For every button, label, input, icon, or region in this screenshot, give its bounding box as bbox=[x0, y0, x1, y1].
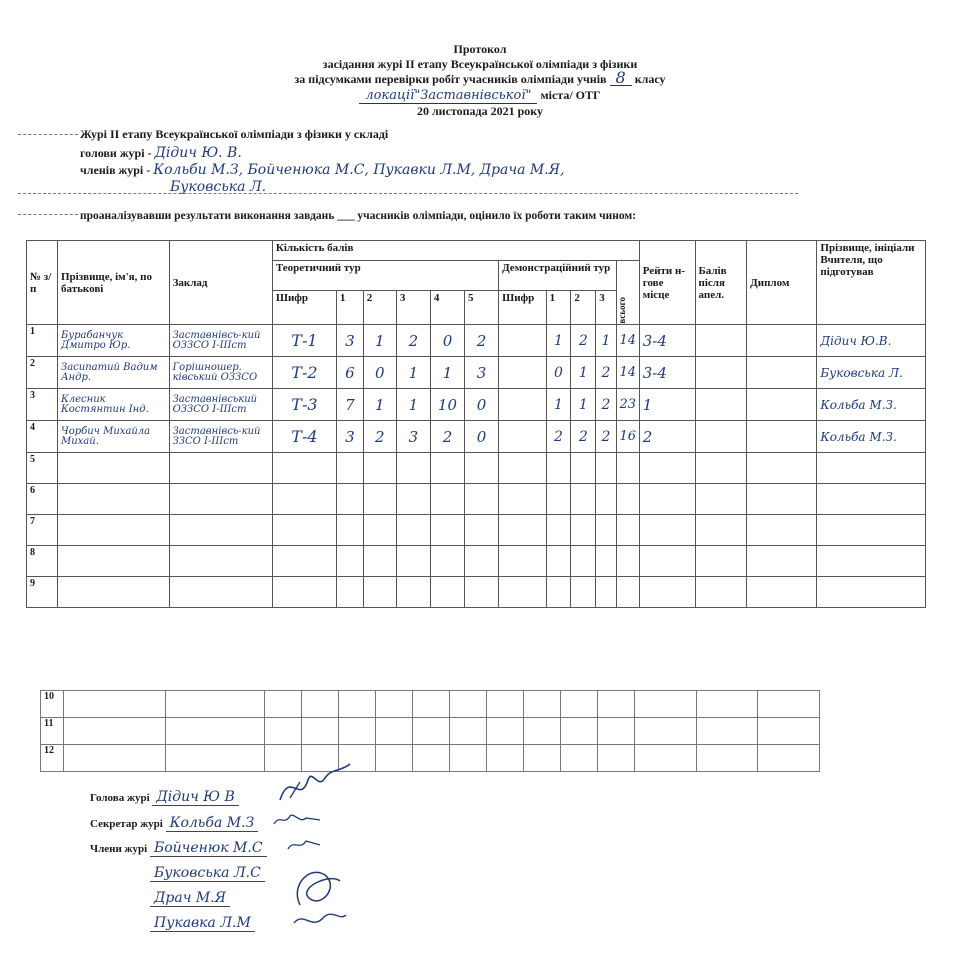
row-number: 8 bbox=[27, 546, 58, 577]
theory-score: 10 bbox=[430, 389, 464, 421]
demo-score: 1 bbox=[546, 389, 571, 421]
empty-cell bbox=[523, 745, 560, 772]
empty-cell bbox=[449, 718, 486, 745]
theory-score: 0 bbox=[465, 421, 499, 453]
signature-scribble-chair bbox=[270, 760, 360, 810]
theory-score: 6 bbox=[336, 357, 363, 389]
school-name bbox=[169, 484, 272, 515]
empty-cell bbox=[166, 691, 265, 718]
sig-secretary bbox=[90, 815, 258, 831]
empty-cell bbox=[272, 577, 336, 608]
empty-cell bbox=[363, 515, 396, 546]
school-name bbox=[169, 515, 272, 546]
empty-cell bbox=[430, 453, 464, 484]
empty-cell bbox=[336, 546, 363, 577]
empty-cell bbox=[616, 515, 639, 546]
empty-cell bbox=[63, 718, 166, 745]
cipher-cell: Т-2 bbox=[272, 357, 336, 389]
row-number: 1 bbox=[27, 325, 58, 357]
empty-cell bbox=[639, 546, 695, 577]
sig-member-3: Драч М.Я bbox=[150, 890, 230, 907]
empty-cell bbox=[639, 577, 695, 608]
theory-score: 3 bbox=[336, 421, 363, 453]
empty-cell bbox=[596, 577, 617, 608]
table-row bbox=[41, 718, 820, 745]
empty-cell bbox=[696, 718, 758, 745]
sig-members bbox=[90, 840, 267, 856]
header-name: Прізвище, ім'я, по батькові bbox=[57, 241, 169, 325]
sig-secretary-label: Секретар журі bbox=[90, 818, 163, 830]
row-number: 3 bbox=[27, 389, 58, 421]
header-scores: Кількість балів bbox=[272, 241, 639, 261]
theory-score: 1 bbox=[363, 389, 396, 421]
empty-cell bbox=[817, 515, 926, 546]
rank-cell: 1 bbox=[639, 389, 695, 421]
total-score: 23 bbox=[616, 389, 639, 421]
table-row bbox=[27, 546, 926, 577]
table-row bbox=[27, 357, 926, 389]
header-theory-1: 1 bbox=[336, 291, 363, 325]
empty-cell bbox=[272, 453, 336, 484]
empty-cell bbox=[597, 718, 634, 745]
sig-secretary-value: Кольба М.З bbox=[166, 815, 259, 832]
empty-cell bbox=[63, 745, 166, 772]
school-name: Горішнoшер. ківський ОЗЗСО bbox=[169, 357, 272, 389]
total-score: 14 bbox=[616, 357, 639, 389]
header-cipher: Шифр bbox=[272, 291, 336, 325]
demo-score: 1 bbox=[571, 389, 596, 421]
jury-members-value-2: Буковська Л. bbox=[170, 179, 267, 195]
empty-cell bbox=[412, 691, 449, 718]
empty-cell bbox=[339, 691, 376, 718]
school-name bbox=[169, 577, 272, 608]
total-score: 16 bbox=[616, 421, 639, 453]
sig-chair bbox=[90, 789, 239, 805]
empty-cell bbox=[272, 546, 336, 577]
participant-name bbox=[57, 453, 169, 484]
empty-cell bbox=[465, 515, 499, 546]
empty-cell bbox=[560, 691, 597, 718]
empty-cell bbox=[758, 745, 820, 772]
empty-cell bbox=[499, 515, 547, 546]
row-number: 7 bbox=[27, 515, 58, 546]
header-theory: Теоретичний тур bbox=[272, 261, 498, 291]
row-number: 4 bbox=[27, 421, 58, 453]
empty-cell bbox=[449, 691, 486, 718]
empty-cell bbox=[546, 546, 571, 577]
cipher-cell: Т-3 bbox=[272, 389, 336, 421]
theory-score: 1 bbox=[396, 389, 430, 421]
location-suffix: міста/ ОТГ bbox=[540, 88, 601, 102]
teacher-name: Дідич Ю.В. bbox=[817, 325, 926, 357]
empty-cell bbox=[336, 453, 363, 484]
sig-member-1: Бойченюк М.С bbox=[150, 840, 267, 857]
appeal-cell bbox=[695, 325, 747, 357]
theory-score: 3 bbox=[465, 357, 499, 389]
theory-score: 0 bbox=[465, 389, 499, 421]
header-line-2-prefix: за підсумками перевірки робіт учасників олімпіади учнів bbox=[294, 72, 607, 86]
demo-score: 1 bbox=[546, 325, 571, 357]
demo-score: 0 bbox=[546, 357, 571, 389]
row-number: 5 bbox=[27, 453, 58, 484]
teacher-name: Кольба М.З. bbox=[817, 389, 926, 421]
empty-cell bbox=[375, 718, 412, 745]
header-rank: Рейти н-гове місце bbox=[639, 241, 695, 325]
empty-cell bbox=[571, 453, 596, 484]
demo-score: 2 bbox=[571, 325, 596, 357]
jury-analysis: проаналізувавши результати виконання завдань ___ учасників олімпіади, оцінило їх роботи таким чином: bbox=[80, 210, 637, 222]
jury-members-label: членів журі - bbox=[80, 163, 151, 177]
table-row bbox=[27, 484, 926, 515]
empty-cell bbox=[639, 453, 695, 484]
jury-intro: Журі ІІ етапу Всеукраїнської олімпіади з фізики у складі bbox=[80, 127, 389, 141]
demo-cipher-cell bbox=[499, 357, 547, 389]
demo-cipher-cell bbox=[499, 325, 547, 357]
school-name: Заставнівсь-кий ОЗЗСО І-ІІІст bbox=[169, 325, 272, 357]
empty-cell bbox=[817, 453, 926, 484]
theory-score: 0 bbox=[430, 325, 464, 357]
theory-score: 3 bbox=[336, 325, 363, 357]
theory-score: 3 bbox=[396, 421, 430, 453]
header-diploma: Диплом bbox=[747, 241, 817, 325]
empty-cell bbox=[616, 484, 639, 515]
teacher-name: Буковська Л. bbox=[817, 357, 926, 389]
participant-name bbox=[57, 515, 169, 546]
table-row bbox=[27, 515, 926, 546]
school-name bbox=[169, 546, 272, 577]
empty-cell bbox=[363, 577, 396, 608]
empty-cell bbox=[758, 691, 820, 718]
empty-cell bbox=[430, 515, 464, 546]
header-theory-4: 4 bbox=[430, 291, 464, 325]
diploma-cell bbox=[747, 389, 817, 421]
empty-cell bbox=[695, 546, 747, 577]
empty-cell bbox=[499, 484, 547, 515]
theory-score: 1 bbox=[363, 325, 396, 357]
divider bbox=[18, 193, 798, 194]
empty-cell bbox=[639, 515, 695, 546]
divider bbox=[18, 214, 78, 215]
sig-member-4: Пукавка Л.М bbox=[150, 915, 255, 932]
empty-cell bbox=[499, 577, 547, 608]
protocol-title: Протокол bbox=[453, 42, 507, 56]
participant-name bbox=[57, 484, 169, 515]
empty-cell bbox=[695, 453, 747, 484]
theory-score: 2 bbox=[430, 421, 464, 453]
theory-score: 0 bbox=[363, 357, 396, 389]
demo-score: 1 bbox=[571, 357, 596, 389]
header-theory-3: 3 bbox=[396, 291, 430, 325]
empty-cell bbox=[696, 691, 758, 718]
empty-cell bbox=[302, 691, 339, 718]
empty-cell bbox=[817, 546, 926, 577]
participant-name: Бурабанчук Дмитро Юр. bbox=[57, 325, 169, 357]
empty-cell bbox=[616, 577, 639, 608]
empty-cell bbox=[430, 577, 464, 608]
empty-cell bbox=[412, 745, 449, 772]
row-number: 11 bbox=[41, 718, 64, 745]
empty-cell bbox=[272, 515, 336, 546]
sig-members-label: Члени журі bbox=[90, 843, 148, 855]
theory-score: 1 bbox=[430, 357, 464, 389]
header-school: Заклад bbox=[169, 241, 272, 325]
empty-cell bbox=[634, 718, 696, 745]
empty-cell bbox=[465, 484, 499, 515]
theory-score: 7 bbox=[336, 389, 363, 421]
school-name bbox=[169, 453, 272, 484]
header-line-1: засідання журі ІІ етапу Всеукраїнської олімпіади з фізики bbox=[322, 57, 638, 71]
header-num: № з/п bbox=[27, 241, 58, 325]
empty-cell bbox=[695, 484, 747, 515]
header-line-3 bbox=[0, 88, 960, 104]
appeal-cell bbox=[695, 421, 747, 453]
divider bbox=[18, 134, 78, 135]
empty-cell bbox=[339, 718, 376, 745]
theory-score: 2 bbox=[363, 421, 396, 453]
school-name: Заставнівський ОЗЗСО І-ІІІст bbox=[169, 389, 272, 421]
empty-cell bbox=[396, 515, 430, 546]
empty-cell bbox=[396, 577, 430, 608]
empty-cell bbox=[817, 484, 926, 515]
empty-cell bbox=[465, 546, 499, 577]
empty-cell bbox=[546, 453, 571, 484]
jury-members bbox=[80, 163, 564, 177]
diploma-cell bbox=[747, 325, 817, 357]
table-row bbox=[27, 389, 926, 421]
empty-cell bbox=[363, 546, 396, 577]
empty-cell bbox=[571, 546, 596, 577]
header-demo-1: 1 bbox=[546, 291, 571, 325]
header-theory-2: 2 bbox=[363, 291, 396, 325]
empty-cell bbox=[499, 453, 547, 484]
jury-members-value: Кольби М.З, Бойченюка М.С, Пукавки Л.М, Драча М.Я, bbox=[153, 162, 565, 178]
school-name: Заставнівсь-кий ЗЗСО І-ІІІст bbox=[169, 421, 272, 453]
empty-cell bbox=[430, 546, 464, 577]
row-number: 12 bbox=[41, 745, 64, 772]
theory-score: 1 bbox=[396, 357, 430, 389]
row-number: 6 bbox=[27, 484, 58, 515]
empty-cell bbox=[747, 515, 817, 546]
header-line-2-suffix: класу bbox=[634, 72, 666, 86]
empty-cell bbox=[634, 745, 696, 772]
empty-cell bbox=[396, 453, 430, 484]
appeal-cell bbox=[695, 357, 747, 389]
empty-cell bbox=[375, 745, 412, 772]
cipher-cell: Т-1 bbox=[272, 325, 336, 357]
demo-score: 2 bbox=[546, 421, 571, 453]
empty-cell bbox=[571, 484, 596, 515]
empty-cell bbox=[634, 691, 696, 718]
participant-name bbox=[57, 546, 169, 577]
empty-cell bbox=[363, 484, 396, 515]
empty-cell bbox=[597, 691, 634, 718]
empty-cell bbox=[695, 515, 747, 546]
header-date: 20 листопада 2021 року bbox=[416, 104, 544, 118]
empty-cell bbox=[336, 577, 363, 608]
jury-chair-value: Дідич Ю. В. bbox=[154, 145, 242, 161]
header-appeal: Балів після апел. bbox=[695, 241, 747, 325]
jury-members-cont bbox=[170, 180, 266, 194]
header-total-label: всього bbox=[616, 297, 627, 324]
empty-cell bbox=[639, 484, 695, 515]
empty-cell bbox=[596, 546, 617, 577]
diploma-cell bbox=[747, 421, 817, 453]
rank-cell: 3-4 bbox=[639, 357, 695, 389]
empty-cell bbox=[758, 718, 820, 745]
empty-cell bbox=[396, 546, 430, 577]
empty-cell bbox=[571, 515, 596, 546]
empty-cell bbox=[597, 745, 634, 772]
empty-cell bbox=[336, 515, 363, 546]
results-table bbox=[26, 240, 926, 608]
empty-cell bbox=[63, 691, 166, 718]
theory-score: 2 bbox=[465, 325, 499, 357]
table-row bbox=[27, 577, 926, 608]
empty-cell bbox=[336, 484, 363, 515]
empty-cell bbox=[499, 546, 547, 577]
empty-cell bbox=[546, 515, 571, 546]
row-number: 9 bbox=[27, 577, 58, 608]
empty-cell bbox=[747, 546, 817, 577]
empty-cell bbox=[560, 745, 597, 772]
participant-name: Клесник Костянтин Інд. bbox=[57, 389, 169, 421]
empty-cell bbox=[166, 718, 265, 745]
demo-score: 2 bbox=[596, 357, 617, 389]
empty-cell bbox=[596, 484, 617, 515]
grade-value: 8 bbox=[610, 71, 632, 86]
empty-cell bbox=[166, 745, 265, 772]
sig-member-2: Буковська Л.С bbox=[150, 865, 265, 882]
empty-cell bbox=[396, 484, 430, 515]
demo-score: 2 bbox=[571, 421, 596, 453]
header-teacher: Прізвище, ініціали Вчителя, що підготував bbox=[817, 241, 926, 325]
empty-cell bbox=[560, 718, 597, 745]
lower-table bbox=[40, 690, 820, 772]
theory-score: 2 bbox=[396, 325, 430, 357]
empty-cell bbox=[596, 515, 617, 546]
empty-cell bbox=[596, 453, 617, 484]
row-number: 10 bbox=[41, 691, 64, 718]
empty-cell bbox=[486, 718, 523, 745]
demo-cipher-cell bbox=[499, 421, 547, 453]
participant-name bbox=[57, 577, 169, 608]
empty-cell bbox=[616, 546, 639, 577]
empty-cell bbox=[817, 577, 926, 608]
teacher-name: Кольба М.З. bbox=[817, 421, 926, 453]
row-number: 2 bbox=[27, 357, 58, 389]
participant-name: Чорбич Михайла Михай. bbox=[57, 421, 169, 453]
header-demo: Демонстраційний тур bbox=[499, 261, 617, 291]
empty-cell bbox=[695, 577, 747, 608]
table-row bbox=[27, 325, 926, 357]
empty-cell bbox=[465, 577, 499, 608]
table-row bbox=[27, 453, 926, 484]
sig-chair-label: Голова журі bbox=[90, 792, 150, 804]
signature-scribble-secretary bbox=[270, 810, 330, 830]
empty-cell bbox=[449, 745, 486, 772]
table-row bbox=[27, 421, 926, 453]
empty-cell bbox=[272, 484, 336, 515]
header-demo-3: 3 bbox=[596, 291, 617, 325]
empty-cell bbox=[465, 453, 499, 484]
header-theory-5: 5 bbox=[465, 291, 499, 325]
header-cipher-2: Шифр bbox=[499, 291, 547, 325]
empty-cell bbox=[363, 453, 396, 484]
header-total bbox=[616, 261, 639, 325]
rank-cell: 3-4 bbox=[639, 325, 695, 357]
rank-cell: 2 bbox=[639, 421, 695, 453]
empty-cell bbox=[375, 691, 412, 718]
diploma-cell bbox=[747, 357, 817, 389]
header-demo-2: 2 bbox=[571, 291, 596, 325]
appeal-cell bbox=[695, 389, 747, 421]
total-score: 14 bbox=[616, 325, 639, 357]
location-value: локації"Заставнівської" bbox=[359, 89, 537, 104]
cipher-cell: Т-4 bbox=[272, 421, 336, 453]
participant-name: Засипатий Вадим Андр. bbox=[57, 357, 169, 389]
empty-cell bbox=[265, 718, 302, 745]
empty-cell bbox=[747, 453, 817, 484]
empty-cell bbox=[696, 745, 758, 772]
empty-cell bbox=[412, 718, 449, 745]
header-line-2 bbox=[0, 68, 960, 87]
demo-score: 2 bbox=[596, 389, 617, 421]
jury-chair bbox=[80, 146, 242, 160]
empty-cell bbox=[747, 577, 817, 608]
empty-cell bbox=[302, 718, 339, 745]
table-row bbox=[41, 745, 820, 772]
empty-cell bbox=[430, 484, 464, 515]
table-row bbox=[41, 691, 820, 718]
demo-score: 2 bbox=[596, 421, 617, 453]
empty-cell bbox=[523, 718, 560, 745]
empty-cell bbox=[486, 691, 523, 718]
demo-score: 1 bbox=[596, 325, 617, 357]
empty-cell bbox=[546, 577, 571, 608]
empty-cell bbox=[523, 691, 560, 718]
empty-cell bbox=[571, 577, 596, 608]
empty-cell bbox=[265, 691, 302, 718]
jury-chair-label: голови журі - bbox=[80, 146, 152, 160]
empty-cell bbox=[616, 453, 639, 484]
demo-cipher-cell bbox=[499, 389, 547, 421]
signature-scribble-members bbox=[280, 835, 360, 935]
sig-chair-value: Дідич Ю В bbox=[152, 789, 238, 806]
empty-cell bbox=[546, 484, 571, 515]
empty-cell bbox=[747, 484, 817, 515]
empty-cell bbox=[486, 745, 523, 772]
